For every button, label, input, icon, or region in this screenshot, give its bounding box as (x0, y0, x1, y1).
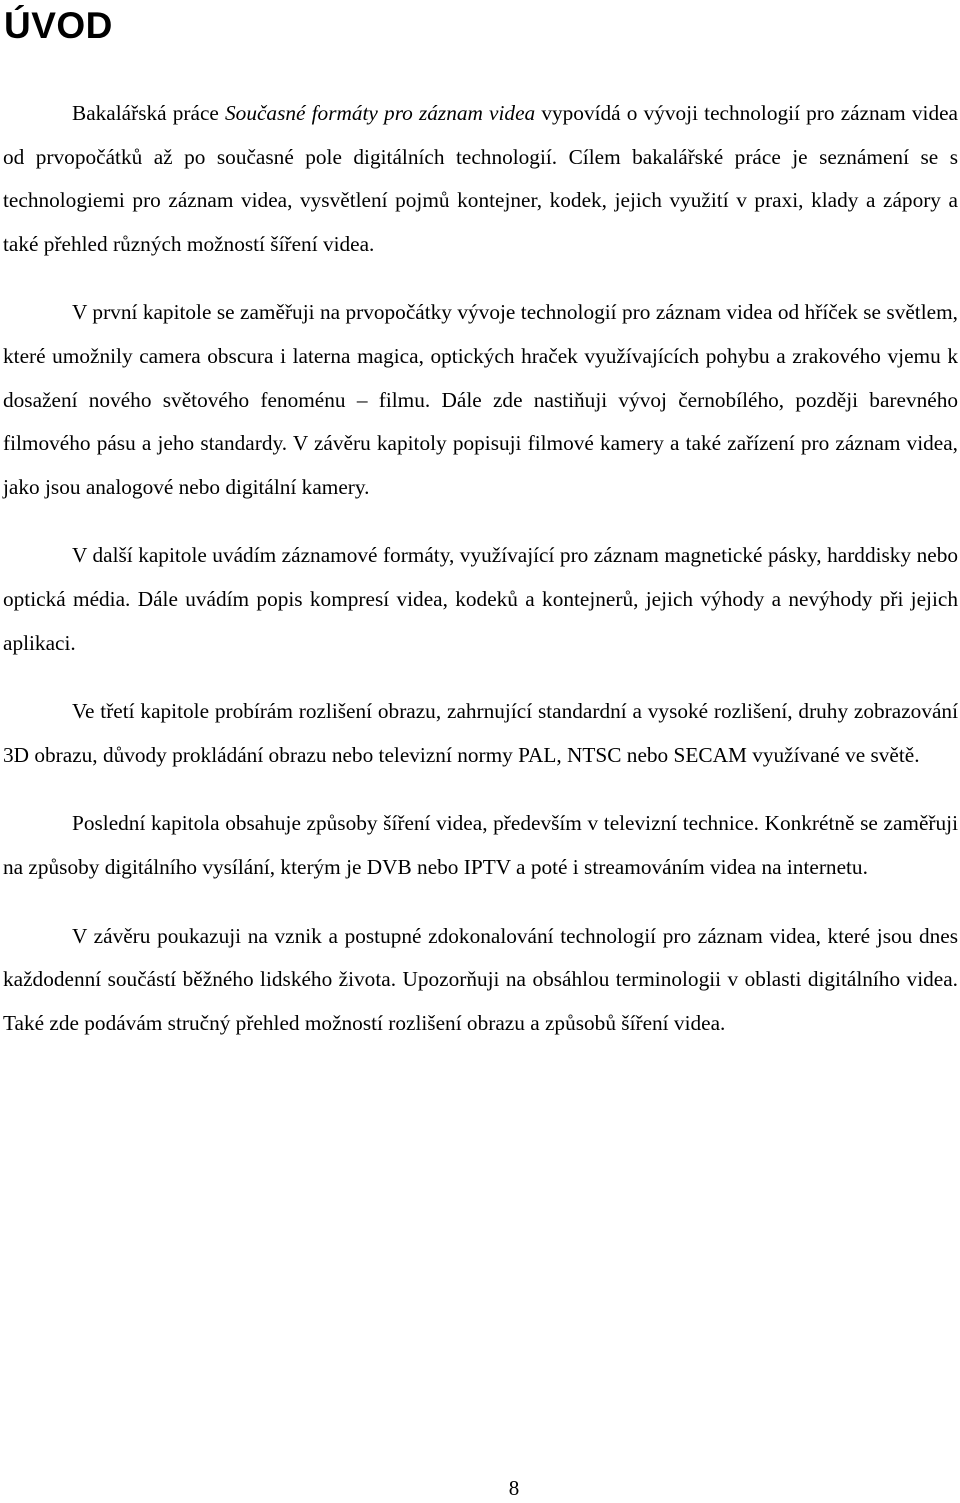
paragraph-intro-rest: vypovídá o vývoji technologií pro záznam videa od prvopočátků až po současné pole digitálních technologií. Cílem bakalářské práce je seznámení se s technologiemi pro záznam videa, vysvětlení pojmů kontejner, kodek, jejich využití v praxi, klady a zápory a také přehled různých možností šíření videa. (3, 101, 958, 256)
paragraph-intro (3, 92, 958, 266)
paragraph-intro-lead: Bakalářská práce (72, 101, 226, 125)
paragraph-chapter-1: V první kapitole se zaměřuji na prvopočátky vývoje technologií pro záznam videa od hříček se světlem, které umožnily camera obscura i laterna magica, optických hraček využívajících pohybu a zrakového vjemu k dosažení nového světového fenoménu – filmu. Dále zde nastiňuji vývoj černobílého, později barevného filmového pásu a jeho standardy. V závěru kapitoly popisuji filmové kamery a také zařízení pro záznam videa, jako jsou analogové nebo digitální kamery. (3, 300, 958, 499)
paragraph-chapter-2: V další kapitole uvádím záznamové formáty, využívající pro záznam magnetické pásky, harddisky nebo optická média. Dále uvádím popis kompresí videa, kodeků a kontejnerů, jejich výhody a nevýhody při jejich aplikaci. (3, 543, 958, 655)
paragraph-chapter-4: Poslední kapitola obsahuje způsoby šíření videa, především v televizní technice. Konkrétně se zaměřuji na způsoby digitálního vysílání, kterým je DVB nebo IPTV a poté i streamováním videa na internetu. (3, 811, 958, 879)
thesis-title: Současné formáty pro záznam videa (225, 101, 536, 125)
page-number: 8 (508, 1476, 520, 1500)
paragraph-conclusion: V závěru poukazuji na vznik a postupné zdokonalování technologií pro záznam videa, které jsou dnes každodenní součástí běžného lidského života. Upozorňuji na obsáhlou terminologii v oblasti digitálního videa. Také zde podávám stručný přehled možností rozlišení obrazu a způsobů šíření videa. (3, 923, 958, 1035)
paragraph-chapter-3: Ve třetí kapitole probírám rozlišení obrazu, zahrnující standardní a vysoké rozlišení, druhy zobrazování 3D obrazu, důvody prokládání obrazu nebo televizní normy PAL, NTSC nebo SECAM využívané ve světě. (3, 699, 958, 767)
chapter-heading: ÚVOD (4, 5, 113, 46)
document-body (3, 92, 958, 1070)
